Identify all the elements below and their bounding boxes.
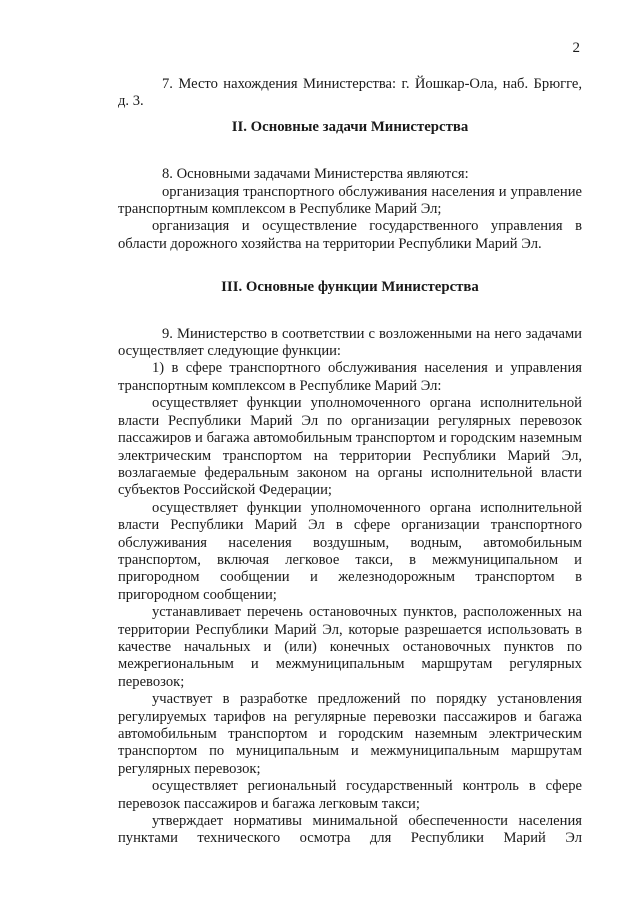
section-3-paragraph: утверждает нормативы минимальной обеспеченности населения пунктами технического осмотра для Республики Марий Эл [118,813,582,847]
section-2-heading: II. Основные задачи Министерства [231,118,469,135]
section-3-heading: III. Основные функции Министерства [221,279,479,296]
section-3-paragraph: устанавливает перечень остановочных пунктов, расположенных на территории Республики Марий Эл, которые разрешается использовать в качестве начальных и (или) конечных остановочных пунктов по межрегиональным и межмуниципальным маршрутам регулярных перевозок; [118,604,582,690]
section-2-paragraph: 8. Основными задачами Министерства являются: [162,166,469,183]
section-3-paragraph: 1) в сфере транспортного обслуживания населения и управления транспортным комплексом в Республике Марий Эл: [118,360,582,394]
section-2-paragraph: организация транспортного обслуживания населения и управление транспортным комплексом в Республике Марий Эл; [118,183,582,218]
section-3-paragraph: 9. Министерство в соответствии с возложенными на него задачами осуществляет следующие функции: [118,325,582,360]
document-body [118,76,582,848]
section-2-paragraph: организация и осуществление государственного управления в области дорожного хозяйства на территории Республики Марий Эл. [118,218,582,252]
section-3-paragraph: осуществляет функции уполномоченного органа исполнительной власти Республики Марий Эл в сфере организации транспортного обслуживания населения воздушным, водным, автомобильным транспортом, включая легковое такси, в межмуниципальном и пригородном сообщении и железнодорожным транспортом в пригородном сообщении; [118,499,582,603]
item-7-paragraph: 7. Место нахождения Министерства: г. Йошкар-Ола, наб. Брюгге, д. 3. [118,76,582,110]
section-3-paragraph: участвует в разработке предложений по порядку установления регулируемых тарифов на регулярные перевозки пассажиров и багажа автомобильным транспортом и городским наземным электрическим транспортом по муниципальным и межмуниципальным маршрутам регулярных перевозок; [118,691,582,777]
page-number: 2 [572,40,580,56]
section-3-paragraph: осуществляет функции уполномоченного органа исполнительной власти Республики Марий Эл по организации регулярных перевозок пассажиров и багажа автомобильным транспортом и городским наземным электрическим транспортом на территории Республики Марий Эл, возлагаемые федеральным законом на органы исполнительной власти субъектов Российской Федерации; [118,395,582,499]
section-3-paragraph: осуществляет региональный государственный контроль в сфере перевозок пассажиров и багажа легковым такси; [118,778,582,812]
